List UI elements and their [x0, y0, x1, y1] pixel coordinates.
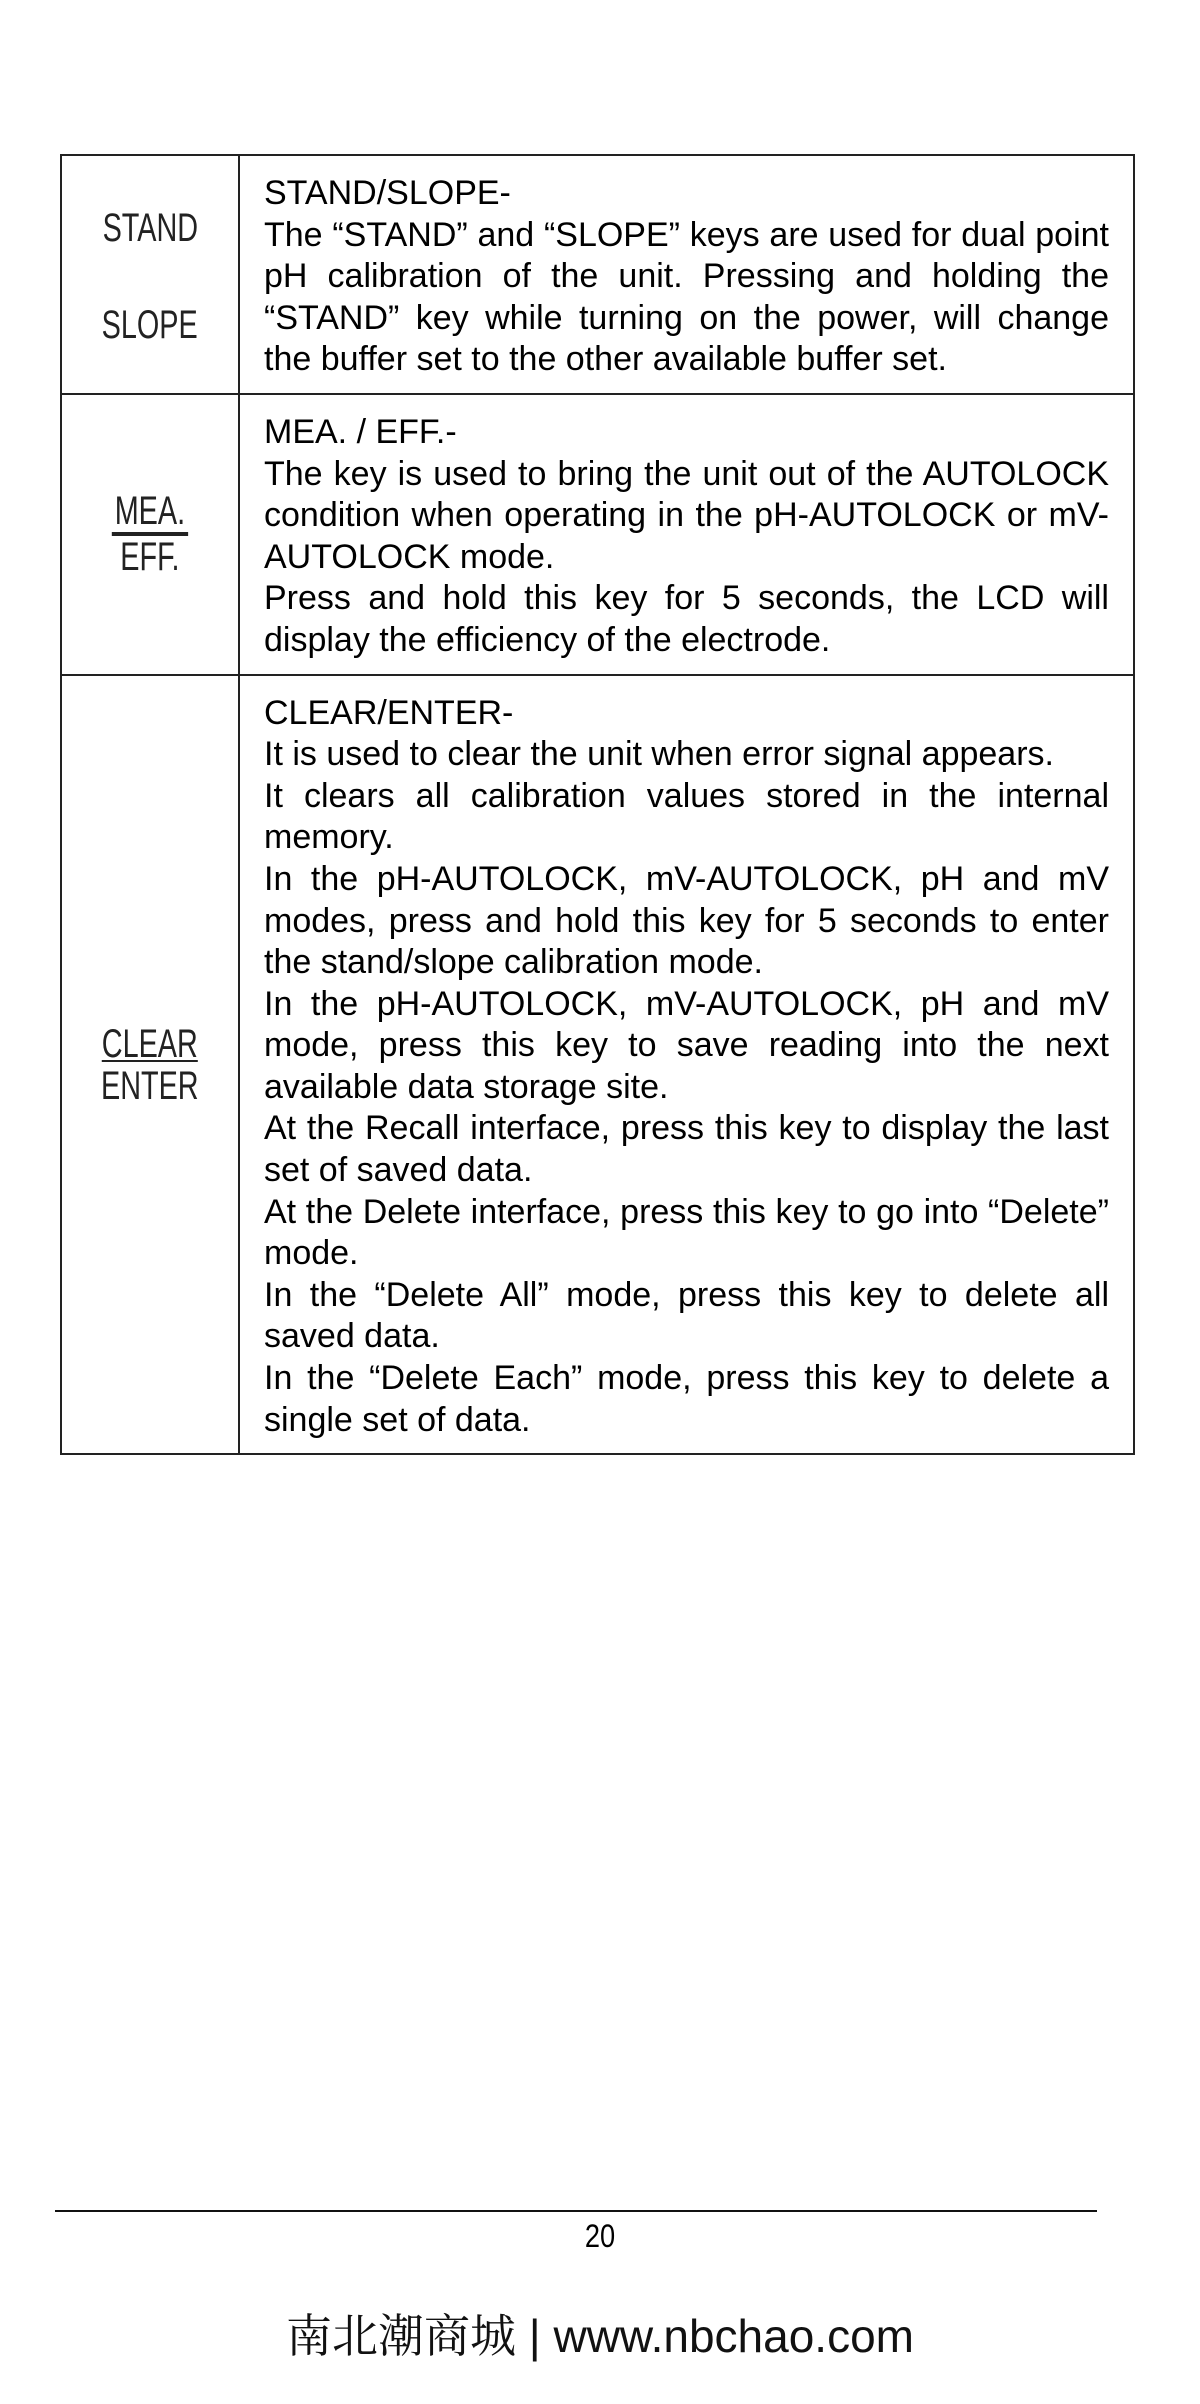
mea-eff-key-icon [112, 490, 188, 578]
key-label-stand: STAND [102, 206, 198, 251]
key-label-clear: CLEAR [101, 1022, 199, 1067]
description-line: It clears all calibration values stored in the internal memory. [264, 776, 1109, 857]
key-label-eff: EFF. [120, 535, 180, 580]
description-line: In the “Delete All” mode, press this key to delete all saved data. [264, 1275, 1109, 1356]
row-title: CLEAR/ENTER- [264, 693, 514, 732]
footer-divider [55, 2210, 1097, 2212]
description-line: Press and hold this key for 5 seconds, the LCD will display the efficiency of the electrode. [264, 579, 1109, 659]
key-icon-cell [61, 675, 239, 1455]
key-label-enter: ENTER [101, 1064, 199, 1109]
description-line: The “STAND” and “SLOPE” keys are used for dual point pH calibration of the unit. Pressing and holding the “STAND” key while turning on the power, will change the buffer set to the other available buffer set. [264, 215, 1109, 379]
key-icon-cell [61, 394, 239, 675]
description-cell [239, 675, 1134, 1455]
description-line: In the “Delete Each” mode, press this key to delete a single set of data. [264, 1359, 1109, 1439]
row-title: STAND/SLOPE- [264, 174, 511, 212]
description-line: At the Recall interface, press this key to display the last set of saved data. [264, 1109, 1109, 1190]
page-number: 20 [584, 2218, 616, 2254]
key-icon-cell [61, 155, 239, 394]
stand-slope-key-icon [62, 200, 238, 348]
clear-enter-key-icon [101, 1022, 199, 1109]
description-cell [239, 394, 1134, 675]
watermark: 南北潮商城 | www.nbchao.com [285, 2310, 914, 2362]
key-label-mea: MEA. [112, 490, 188, 536]
table-row-clear-enter [61, 675, 1134, 1455]
description-line: At the Delete interface, press this key to go into “Delete” mode. [264, 1192, 1109, 1273]
description-line: In the pH-AUTOLOCK, mV-AUTOLOCK, pH and mV mode, press this key to save reading into the next available data storage site. [264, 984, 1109, 1106]
table-row-mea-eff [61, 394, 1134, 675]
key-label-slope: SLOPE [101, 303, 199, 348]
row-title: MEA. / EFF.- [264, 412, 457, 451]
key-function-table [60, 154, 1135, 1455]
description-line: In the pH-AUTOLOCK, mV-AUTOLOCK, pH and mV modes, press and hold this key for 5 seconds to enter the stand/slope calibration mode. [264, 859, 1109, 982]
description-cell [239, 155, 1134, 394]
table-row-stand-slope [61, 155, 1134, 394]
description-line: The key is used to bring the unit out of the AUTOLOCK condition when operating in the pH-AUTOLOCK or mV-AUTOLOCK mode. [264, 454, 1109, 576]
description-line: It is used to clear the unit when error signal appears. [264, 735, 1054, 774]
